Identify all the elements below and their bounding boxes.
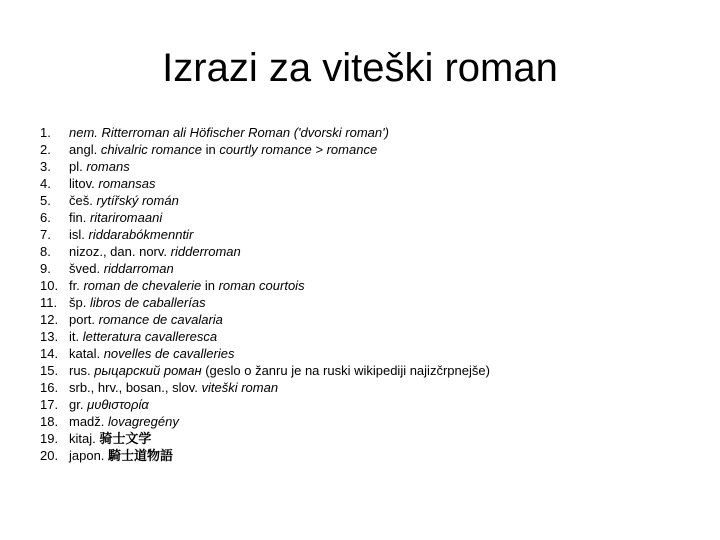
term-prefix: madž. <box>69 414 109 429</box>
term-prefix: (geslo o žanru je na ruski wikipediji najizčrpnejše) <box>201 363 490 378</box>
list-item-number: 19. <box>40 431 59 446</box>
list-item-text <box>69 379 700 396</box>
term-prefix: nizoz., dan. norv. <box>69 244 171 259</box>
list-item-text <box>69 294 700 311</box>
list-item <box>40 175 700 192</box>
list-item-number: 16. <box>40 380 59 395</box>
list-item-text <box>69 175 700 192</box>
list-item <box>40 345 700 362</box>
term-prefix: pl. <box>69 159 87 174</box>
list-item-text <box>69 311 700 328</box>
list-item-text <box>69 277 700 294</box>
list-item <box>40 396 700 413</box>
term-prefix: fin. <box>69 210 90 225</box>
list-item-text <box>69 158 700 175</box>
term-prefix: srb., hrv., bosan., slov. <box>69 380 202 395</box>
term-prefix: japon. <box>69 448 109 463</box>
term-word: μυθιστορία <box>87 397 149 412</box>
term-prefix: šp. <box>69 295 90 310</box>
term-word: ridderroman <box>170 244 241 259</box>
list-item-number: 14. <box>40 346 59 361</box>
term-word: 騎士道物語 <box>108 448 174 463</box>
list-item-number: 18. <box>40 414 59 429</box>
list-item-number: 13. <box>40 329 59 344</box>
term-prefix: isl. <box>69 227 89 242</box>
list-item-text <box>69 447 700 464</box>
list-item-text <box>69 362 700 379</box>
list-item-number: 17. <box>40 397 59 412</box>
term-word: viteški roman <box>201 380 279 395</box>
list-item-number: 9. <box>40 261 51 276</box>
list-item <box>40 226 700 243</box>
term-word: ritariromaani <box>89 210 163 225</box>
list-item <box>40 192 700 209</box>
term-prefix: in <box>201 278 219 293</box>
list-item-text <box>69 260 700 277</box>
term-word: roman de chevalerie <box>83 278 202 293</box>
term-word: nem. Ritterroman ali Höfischer Roman ('dvorski roman') <box>69 125 389 140</box>
list-item-text <box>69 413 700 430</box>
list-item-number: 15. <box>40 363 59 378</box>
list-item <box>40 362 700 379</box>
term-prefix: angl. <box>69 142 101 157</box>
term-word: рыцарский роман <box>94 363 202 378</box>
term-word: chivalric romance <box>100 142 202 157</box>
list-item <box>40 277 700 294</box>
term-word: novelles de cavalleries <box>103 346 235 361</box>
list-item <box>40 328 700 345</box>
term-word: riddarroman <box>103 261 174 276</box>
term-prefix: it. <box>69 329 83 344</box>
term-word: rytířský román <box>96 193 179 208</box>
list-item <box>40 158 700 175</box>
list-item-number: 6. <box>40 210 51 225</box>
term-word: roman courtois <box>218 278 305 293</box>
list-item-number: 11. <box>40 295 58 310</box>
list-item-text <box>69 124 700 141</box>
list-item-text <box>69 192 700 209</box>
list-item <box>40 260 700 277</box>
list-item-number: 1. <box>40 125 51 140</box>
slide-title: Izrazi za viteški roman <box>162 46 558 90</box>
term-word: lovagregény <box>108 414 179 429</box>
term-word: letteratura cavalleresca <box>82 329 218 344</box>
term-prefix: rus. <box>69 363 95 378</box>
term-prefix: kitaj. <box>69 431 100 446</box>
list-item <box>40 311 700 328</box>
list-item <box>40 141 700 158</box>
list-item-number: 12. <box>40 312 59 327</box>
term-word: romans <box>86 159 130 174</box>
list-item-text <box>69 396 700 413</box>
list-item-number: 3. <box>40 159 51 174</box>
term-word: romansas <box>98 176 156 191</box>
list-item <box>40 413 700 430</box>
list-item-text <box>69 243 700 260</box>
list-item-text <box>69 430 700 447</box>
term-word: romance de cavalaria <box>98 312 223 327</box>
term-word: libros de caballerías <box>89 295 206 310</box>
list-item <box>40 124 700 141</box>
list-item <box>40 379 700 396</box>
term-prefix: gr. <box>69 397 88 412</box>
term-prefix: litov. <box>69 176 99 191</box>
list-item <box>40 430 700 447</box>
list-item <box>40 294 700 311</box>
term-word: riddarabókmenntir <box>88 227 194 242</box>
list-item-number: 4. <box>40 176 51 191</box>
term-word: 骑士文学 <box>99 431 152 446</box>
list-item <box>40 447 700 464</box>
list-item-number: 7. <box>40 227 51 242</box>
term-prefix: port. <box>69 312 99 327</box>
list-item-number: 8. <box>40 244 51 259</box>
term-prefix: katal. <box>69 346 104 361</box>
term-prefix: šved. <box>69 261 104 276</box>
list-item-text <box>69 328 700 345</box>
term-prefix: in <box>201 142 220 157</box>
list-item-number: 20. <box>40 448 59 463</box>
list-item-number: 10. <box>40 278 59 293</box>
list-item <box>40 209 700 226</box>
term-prefix: fr. <box>69 278 84 293</box>
term-word: courtly romance > romance <box>219 142 378 157</box>
list-item-number: 5. <box>40 193 51 208</box>
list-item-number: 2. <box>40 142 51 157</box>
list-item-text <box>69 345 700 362</box>
list-item-text <box>69 209 700 226</box>
term-prefix: češ. <box>69 193 97 208</box>
list-item-text <box>69 141 700 158</box>
list-item-text <box>69 226 700 243</box>
term-list <box>40 124 700 464</box>
list-item <box>40 243 700 260</box>
